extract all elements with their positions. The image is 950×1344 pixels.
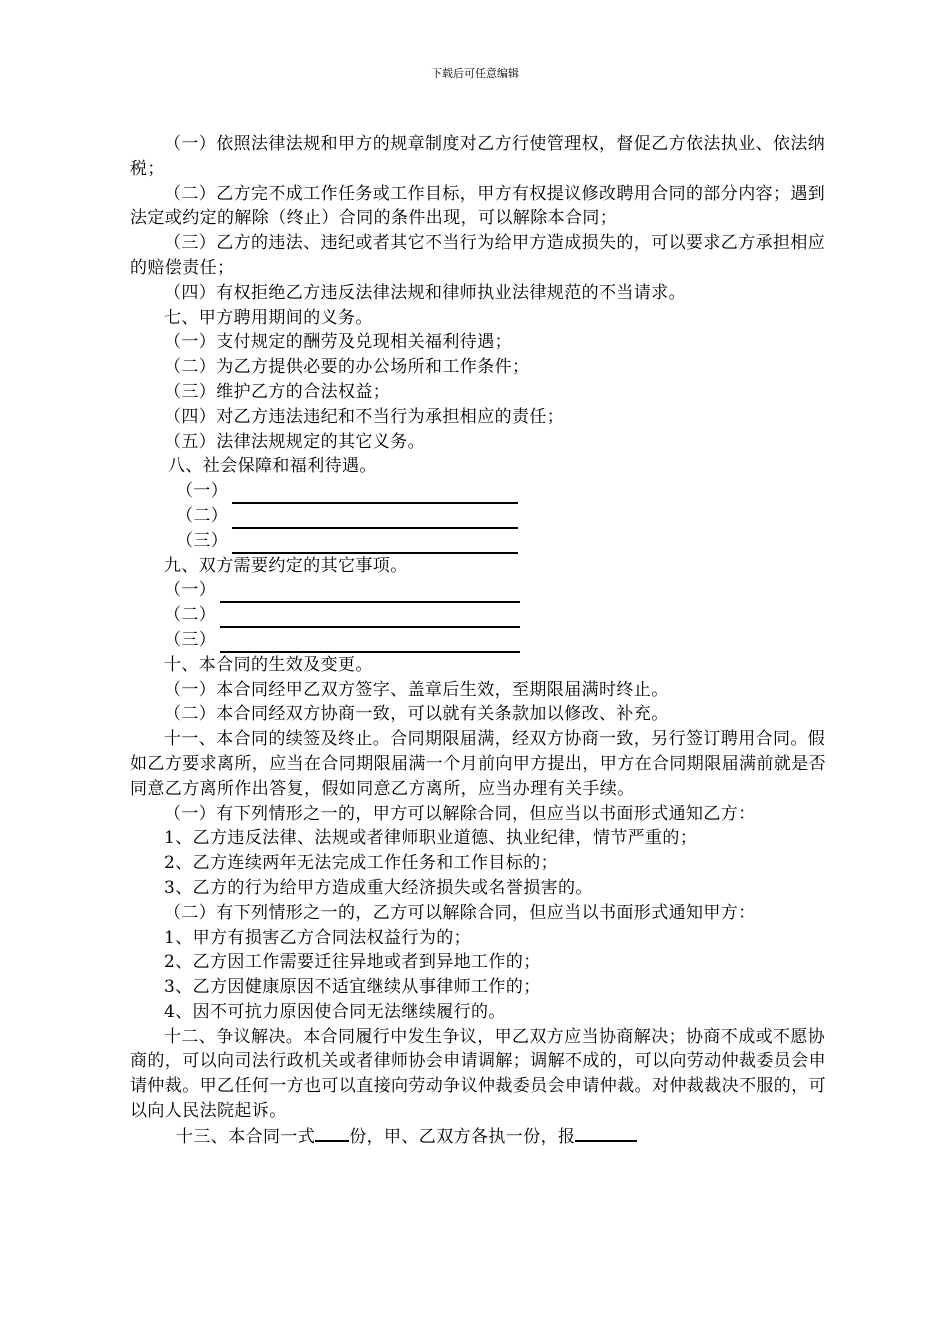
paragraph: （一）依照法律法规和甲方的规章制度对乙方行使管理权，督促乙方依法执业、依法纳税； <box>130 134 826 179</box>
copies-blank[interactable] <box>315 1124 349 1142</box>
final-clause-part2: 份，甲、乙双方各执一份，报 <box>349 1126 576 1147</box>
section-heading: 十、本合同的生效及变更。 <box>164 654 373 675</box>
list-item: 1、乙方违反法律、法规或者律师职业道德、执业纪律，情节严重的； <box>164 828 698 849</box>
paragraph: 十一、本合同的续签及终止。合同期限届满，经双方协商一致，另行签订聘用合同。假如乙方要求离所，应当在合同期限届满一个月前向甲方提出，甲方在合同期限届满前就是否同意乙方离所作出答复，假如同意乙方离所，应当办理有关手续。 <box>130 729 826 799</box>
fill-in-label: （二） <box>164 605 217 626</box>
paragraph: （二）本合同经双方协商一致，可以就有关条款加以修改、补充。 <box>164 704 669 725</box>
list-item: 3、乙方的行为给甲方造成重大经济损失或名誉损害的。 <box>164 877 593 898</box>
fill-in-label: （三） <box>164 629 217 650</box>
paragraph: （五）法律法规规定的其它义务。 <box>164 431 425 452</box>
paragraph: （三）乙方的违法、违纪或者其它不当行为给甲方造成损失的，可以要求乙方承担相应的赔偿责任； <box>130 233 826 278</box>
section-heading: 八、社会保障和福利待遇。 <box>168 456 377 477</box>
list-item: 2、乙方因工作需要迁往异地或者到异地工作的； <box>164 952 541 973</box>
fill-in-blank[interactable] <box>232 510 518 529</box>
fill-in-label: （三） <box>176 530 229 551</box>
fill-in-blank[interactable] <box>220 634 520 653</box>
section-heading: 九、双方需要约定的其它事项。 <box>164 555 408 576</box>
fill-in-row <box>130 504 835 529</box>
paragraph: （一）有下列情形之一的，甲方可以解除合同，但应当以书面形式通知乙方： <box>164 803 756 824</box>
fill-in-row <box>130 603 835 628</box>
paragraph: （二）有下列情形之一的，乙方可以解除合同，但应当以书面形式通知甲方： <box>164 902 756 923</box>
fill-in-row <box>130 529 835 554</box>
fill-in-blank[interactable] <box>232 485 518 504</box>
paragraph: （二）乙方完不成工作任务或工作目标，甲方有权提议修改聘用合同的部分内容；遇到法定或约定的解除（终止）合同的条件出现，可以解除本合同； <box>130 183 826 229</box>
paragraph: （一）本合同经甲乙双方签字、盖章后生效，至期限届满时终止。 <box>164 679 669 700</box>
fill-in-row <box>130 628 835 653</box>
final-clause <box>130 1124 835 1150</box>
paragraph: （一）支付规定的酬劳及兑现相关福利待遇； <box>164 332 512 353</box>
fill-in-row <box>130 479 835 504</box>
page-header: 下载后可任意编辑 <box>431 67 519 80</box>
list-item: 3、乙方因健康原因不适宜继续从事律师工作的； <box>164 977 541 998</box>
fill-in-blank[interactable] <box>220 584 520 603</box>
fill-in-label: （一） <box>164 580 217 601</box>
final-clause-part1: 十三、本合同一式 <box>176 1126 316 1147</box>
fill-in-blank[interactable] <box>232 535 518 554</box>
paragraph: （四）对乙方违法违纪和不当行为承担相应的责任； <box>164 406 565 427</box>
list-item: 1、甲方有损害乙方合同法权益行为的； <box>164 927 472 948</box>
submit-to-blank[interactable] <box>575 1124 637 1142</box>
fill-in-label: （二） <box>176 505 229 526</box>
paragraph: （二）为乙方提供必要的办公场所和工作条件； <box>164 357 530 378</box>
fill-in-label: （一） <box>176 481 229 502</box>
paragraph: （三）维护乙方的合法权益； <box>164 381 391 402</box>
contract-body <box>130 132 835 1150</box>
list-item: 4、因不可抗力原因使合同无法继续履行的。 <box>164 1001 506 1022</box>
paragraph: （四）有权拒绝乙方违反法律法规和律师执业法律规范的不当请求。 <box>164 282 686 303</box>
fill-in-blank[interactable] <box>220 609 520 628</box>
fill-in-row <box>130 578 835 603</box>
list-item: 2、乙方连续两年无法完成工作任务和工作目标的； <box>164 853 559 874</box>
paragraph: 十二、争议解决。本合同履行中发生争议，甲乙双方应当协商解决；协商不成或不愿协商的，可以向司法行政机关或者律师协会申请调解；调解不成的，可以向劳动仲裁委员会申请仲裁。甲乙任何一方也可以直接向劳动争议仲裁委员会申请仲裁。对仲裁裁决不服的，可以向人民法院起诉。 <box>130 1026 826 1122</box>
section-heading: 七、甲方聘用期间的义务。 <box>164 307 373 328</box>
